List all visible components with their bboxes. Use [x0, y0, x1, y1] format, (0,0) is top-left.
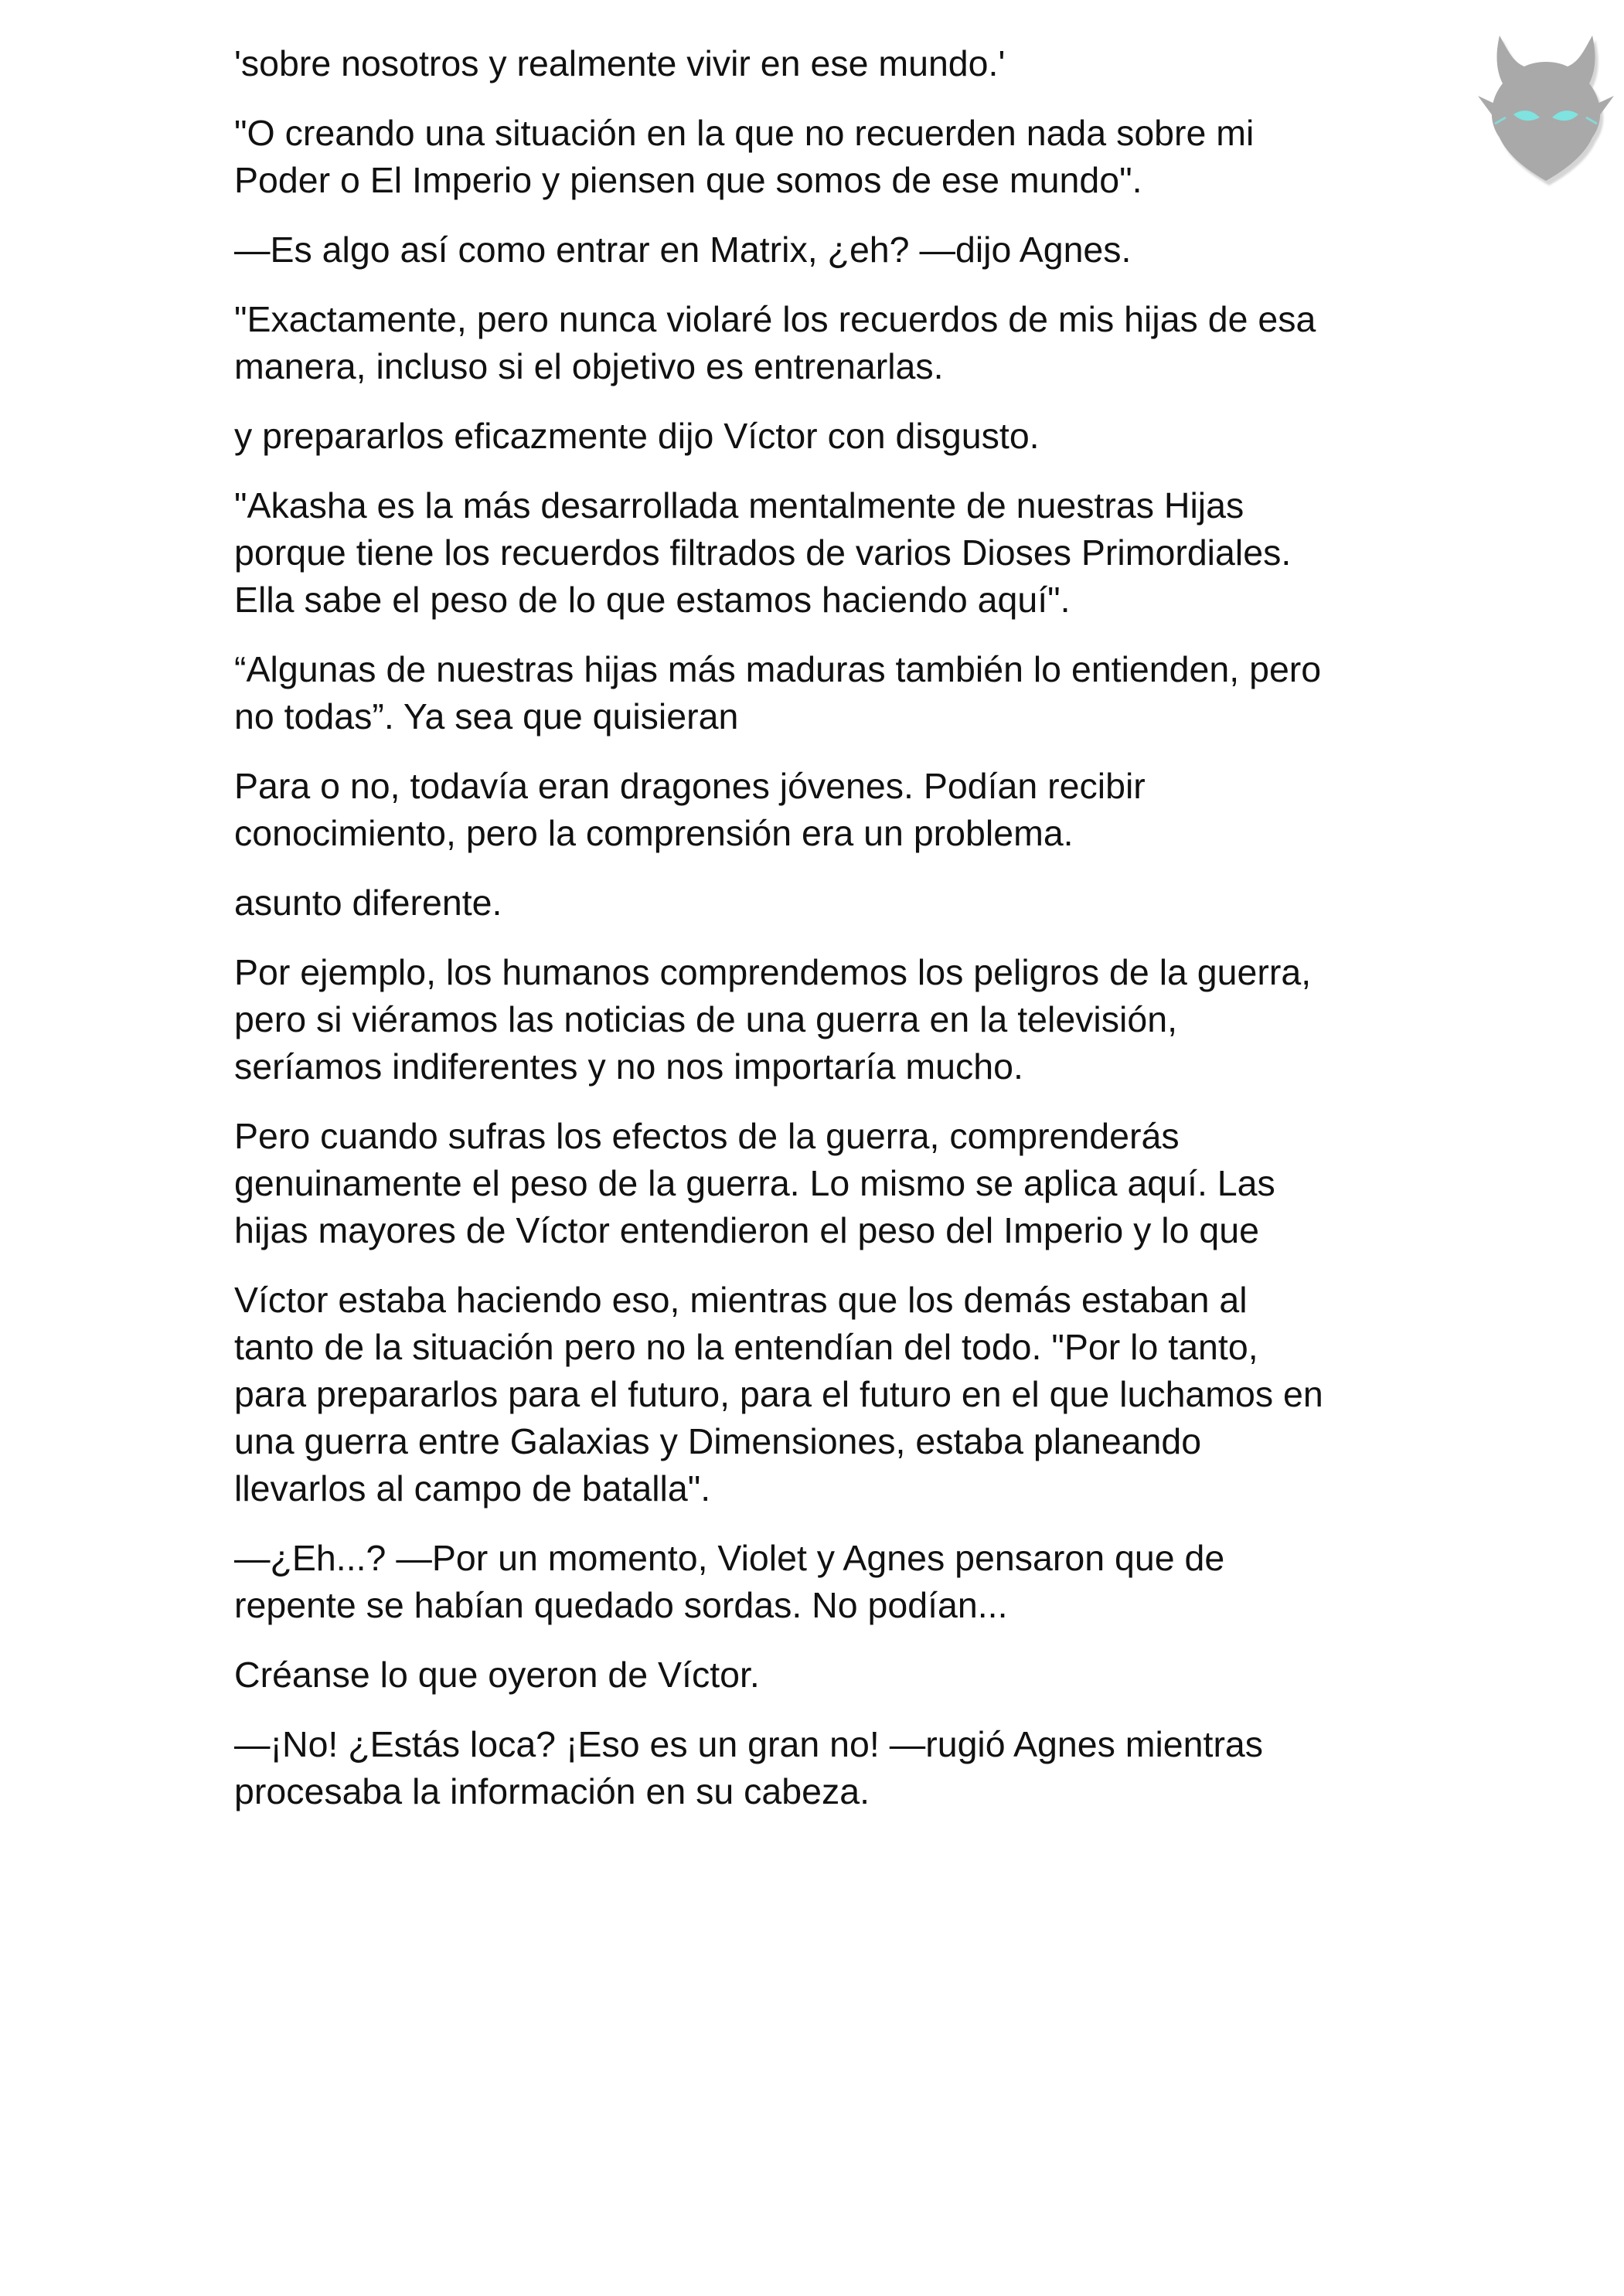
paragraph: Por ejemplo, los humanos comprendemos los peligros de la guerra, pero si viéramos las noticias de una guerra en la televisión, seríamos indiferentes y no nos importaría mucho. — [234, 952, 1312, 1087]
paragraph: Créanse lo que oyeron de Víctor. — [234, 1655, 760, 1695]
paragraph: asunto diferente. — [234, 883, 502, 923]
paragraph: Víctor estaba haciendo eso, mientras que los demás estaban al tanto de la situación pero no la entendían del todo. "Por lo tanto, para prepararlos para el futuro, para el futuro en el que luchamos en una guerra entre Galaxias y Dimensiones, estaba planeando llevarlos al campo de batalla". — [234, 1280, 1323, 1509]
paragraph: "Exactamente, pero nunca violaré los recuerdos de mis hijas de esa manera, incluso si el objetivo es entrenarlas. — [234, 299, 1316, 386]
paragraph: —¿Eh...? —Por un momento, Violet y Agnes pensaron que de repente se habían quedado sordas. No podían... — [234, 1538, 1225, 1625]
paragraph: Pero cuando sufras los efectos de la guerra, comprenderás genuinamente el peso de la guerra. Lo mismo se aplica aquí. Las hijas mayores de Víctor entendieron el peso del Imperio y lo que — [234, 1116, 1275, 1250]
document-body — [234, 40, 1425, 1838]
paragraph: y prepararlos eficazmente dijo Víctor con disgusto. — [234, 416, 1040, 456]
paragraph: 'sobre nosotros y realmente vivir en ese mundo.' — [234, 43, 1006, 83]
paragraph: —Es algo así como entrar en Matrix, ¿eh? —dijo Agnes. — [234, 230, 1132, 270]
paragraph: Para o no, todavía eran dragones jóvenes. Podían recibir conocimiento, pero la comprensión era un problema. — [234, 766, 1146, 853]
paragraph: “Algunas de nuestras hijas más maduras también lo entienden, pero no todas”. Ya sea que quisieran — [234, 649, 1322, 736]
paragraph: "Akasha es la más desarrollada mentalmente de nuestras Hijas porque tiene los recuerdos filtrados de varios Dioses Primordiales. Ella sabe el peso de lo que estamos haciendo aquí". — [234, 485, 1292, 620]
demon-head-logo-icon — [1469, 22, 1623, 199]
paragraph: "O creando una situación en la que no recuerden nada sobre mi Poder o El Imperio y piensen que somos de ese mundo". — [234, 113, 1255, 200]
paragraph: —¡No! ¿Estás loca? ¡Eso es un gran no! —rugió Agnes mientras procesaba la información en su cabeza. — [234, 1724, 1264, 1811]
